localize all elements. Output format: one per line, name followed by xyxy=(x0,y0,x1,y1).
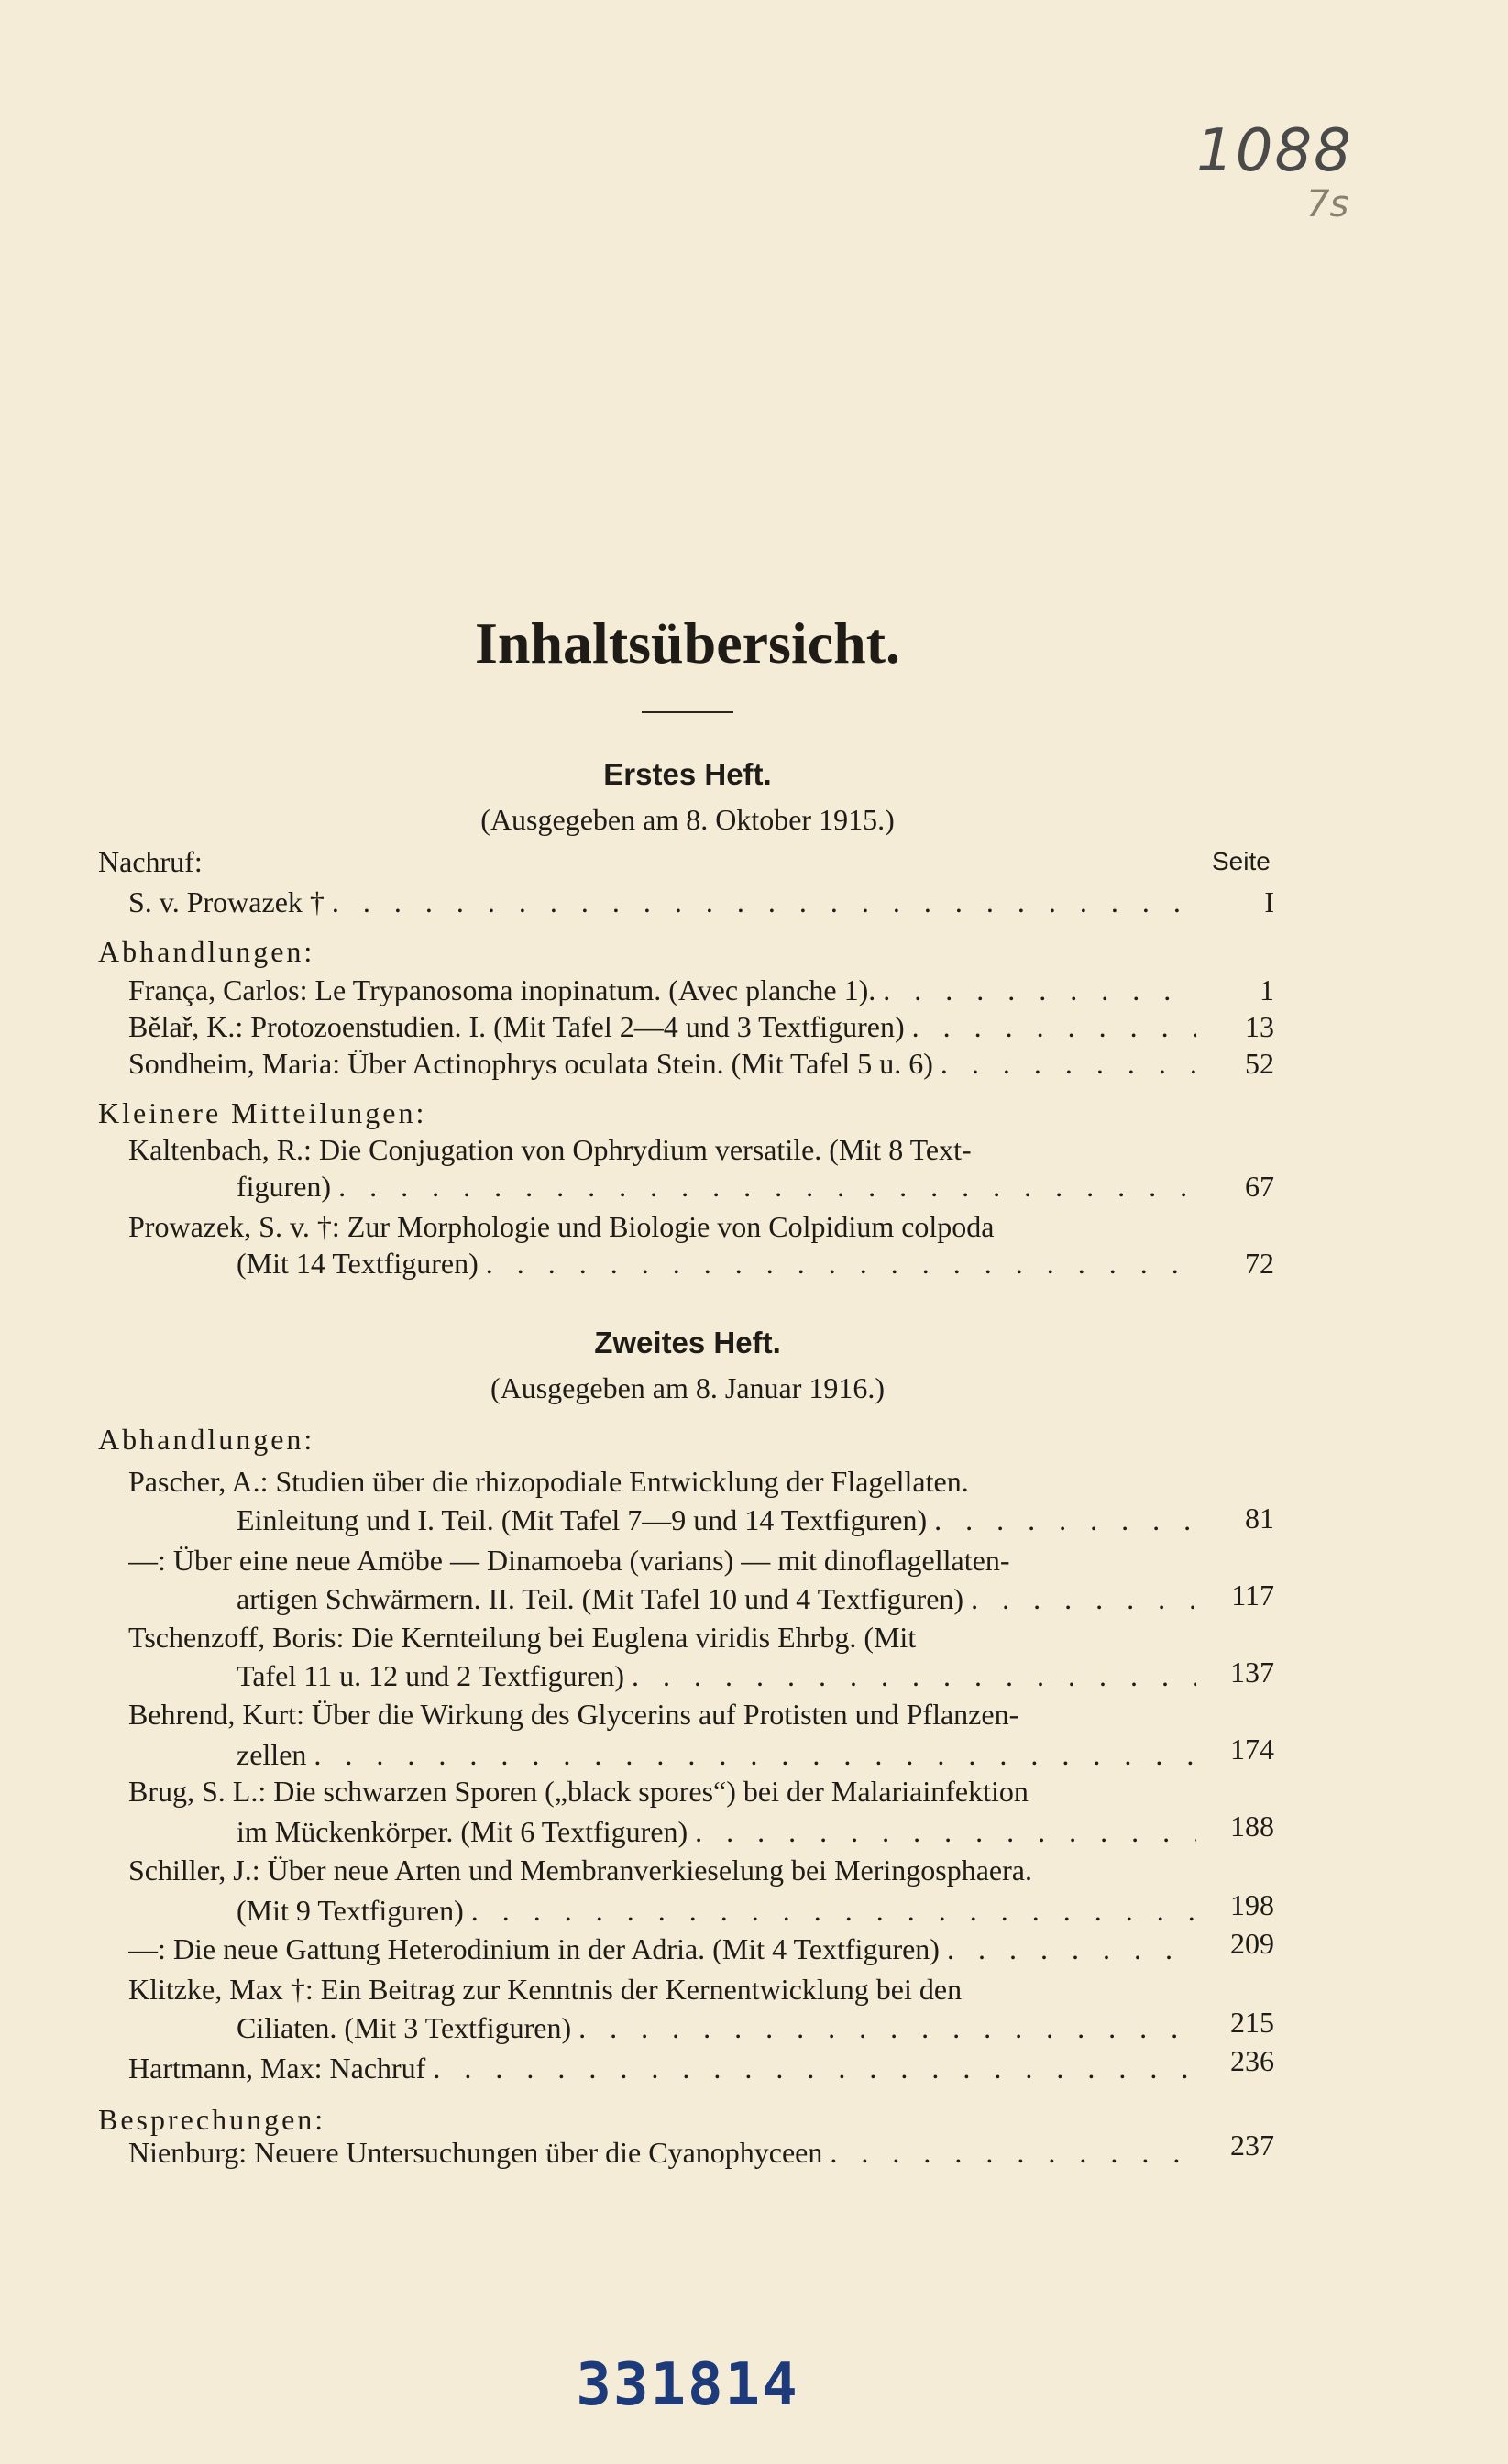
page-number: 236 xyxy=(1230,2044,1274,2077)
toc-entry-continuation: im Mückenkörper. (Mit 6 Textfiguren) . . . xyxy=(237,1815,1196,1849)
toc-entry: S. v. Prowazek † . . . xyxy=(128,886,1196,919)
page-number: 13 xyxy=(1245,1010,1274,1043)
toc-entry-continuation: artigen Schwärmern. II. Teil. (Mit Tafel 10 und 4 Textfiguren) . . . xyxy=(237,1582,1196,1616)
heft1-label: Erstes Heft. xyxy=(603,757,772,791)
toc-entry: Hartmann, Max: Nachruf . . . xyxy=(128,2052,1196,2085)
library-stamp-number: 331814 xyxy=(576,2351,799,2419)
toc-entry-continuation: Einleitung und I. Teil. (Mit Tafel 7—9 und 14 Textfiguren) . . . xyxy=(237,1503,1196,1537)
page-number: I xyxy=(1264,886,1274,918)
handwritten-subnumber: 7s xyxy=(1306,183,1349,226)
title-divider xyxy=(642,711,733,713)
toc-entry: Pascher, A.: Studien über die rhizopodiale Entwicklung der Flagellaten. xyxy=(128,1465,969,1498)
toc-entry: —: Über eine neue Amöbe — Dinamoeba (varians) — mit dinoflagellaten- xyxy=(128,1544,1010,1577)
toc-entry: Sondheim, Maria: Über Actinophrys oculata Stein. (Mit Tafel 5 u. 6) . . . xyxy=(128,1047,1196,1081)
page-number: 72 xyxy=(1245,1247,1274,1280)
toc-entry: Prowazek, S. v. †: Zur Morphologie und Biologie von Colpidium colpoda xyxy=(128,1210,995,1243)
toc-entry-continuation: figuren) . . . xyxy=(237,1170,1196,1204)
page-number: 81 xyxy=(1245,1502,1274,1534)
nachruf-heading: Nachruf: xyxy=(98,845,203,878)
toc-entry: Schiller, J.: Über neue Arten und Membranverkieselung bei Meringosphaera. xyxy=(128,1854,1032,1886)
besprechungen-heading: Besprechungen: xyxy=(98,2103,326,2136)
toc-entry-continuation: Tafel 11 u. 12 und 2 Textfiguren) . . . xyxy=(237,1659,1196,1693)
page-number: 52 xyxy=(1245,1047,1274,1080)
toc-entry: Bělař, K.: Protozoenstudien. I. (Mit Tafel 2—4 und 3 Textfiguren) . . . xyxy=(128,1010,1196,1044)
toc-entry-continuation: (Mit 9 Textfiguren) . . . xyxy=(237,1894,1196,1928)
page-number: 215 xyxy=(1230,2006,1274,2039)
toc-entry-continuation: zellen . . . xyxy=(237,1738,1196,1772)
page-number: 209 xyxy=(1230,1927,1274,1960)
page-number: 1 xyxy=(1260,974,1274,1006)
page-number: 117 xyxy=(1231,1578,1274,1612)
page-number: 137 xyxy=(1230,1656,1274,1688)
toc-entry: Tschenzoff, Boris: Die Kernteilung bei Euglena viridis Ehrbg. (Mit xyxy=(128,1621,917,1654)
toc-entry-continuation: Ciliaten. (Mit 3 Textfiguren) . . . xyxy=(237,2011,1196,2045)
toc-entry: França, Carlos: Le Trypanosoma inopinatum. (Avec planche 1). . . . xyxy=(128,974,1196,1007)
abhandlungen-heading: Abhandlungen: xyxy=(98,1423,315,1456)
abhandlungen-heading: Abhandlungen: xyxy=(98,935,315,968)
page-number: 237 xyxy=(1230,2128,1274,2162)
page-number: 67 xyxy=(1245,1170,1274,1203)
toc-entry: Nienburg: Neuere Untersuchungen über die Cyanophyceen . . . xyxy=(128,2136,1196,2170)
toc-entry: Klitzke, Max †: Ein Beitrag zur Kenntnis der Kernentwicklung bei den xyxy=(128,1973,963,2006)
toc-entry: Kaltenbach, R.: Die Conjugation von Ophrydium versatile. (Mit 8 Text- xyxy=(128,1133,972,1166)
seite-label: Seite xyxy=(1212,847,1271,875)
toc-entry: Brug, S. L.: Die schwarzen Sporen („black spores“) bei der Malariainfektion xyxy=(128,1775,1029,1808)
toc-entry: —: Die neue Gattung Heterodinium in der Adria. (Mit 4 Textfiguren) . . . xyxy=(128,1932,1196,1966)
heft1-issued: (Ausgegeben am 8. Oktober 1915.) xyxy=(480,803,895,836)
handwritten-number: 1088 xyxy=(1196,117,1353,185)
page-number: 188 xyxy=(1230,1810,1274,1842)
page-title: Inhaltsübersicht. xyxy=(474,610,901,676)
toc-entry-continuation: (Mit 14 Textfiguren) . . . xyxy=(237,1247,1196,1281)
page-number: 174 xyxy=(1230,1732,1274,1766)
toc-entry: Behrend, Kurt: Über die Wirkung des Glycerins auf Protisten und Pflanzen- xyxy=(128,1698,1019,1731)
kleinere-heading: Kleinere Mitteilungen: xyxy=(98,1096,427,1129)
heft2-label: Zweites Heft. xyxy=(594,1326,781,1359)
heft2-issued: (Ausgegeben am 8. Januar 1916.) xyxy=(490,1371,886,1404)
page-number: 198 xyxy=(1230,1888,1274,1921)
